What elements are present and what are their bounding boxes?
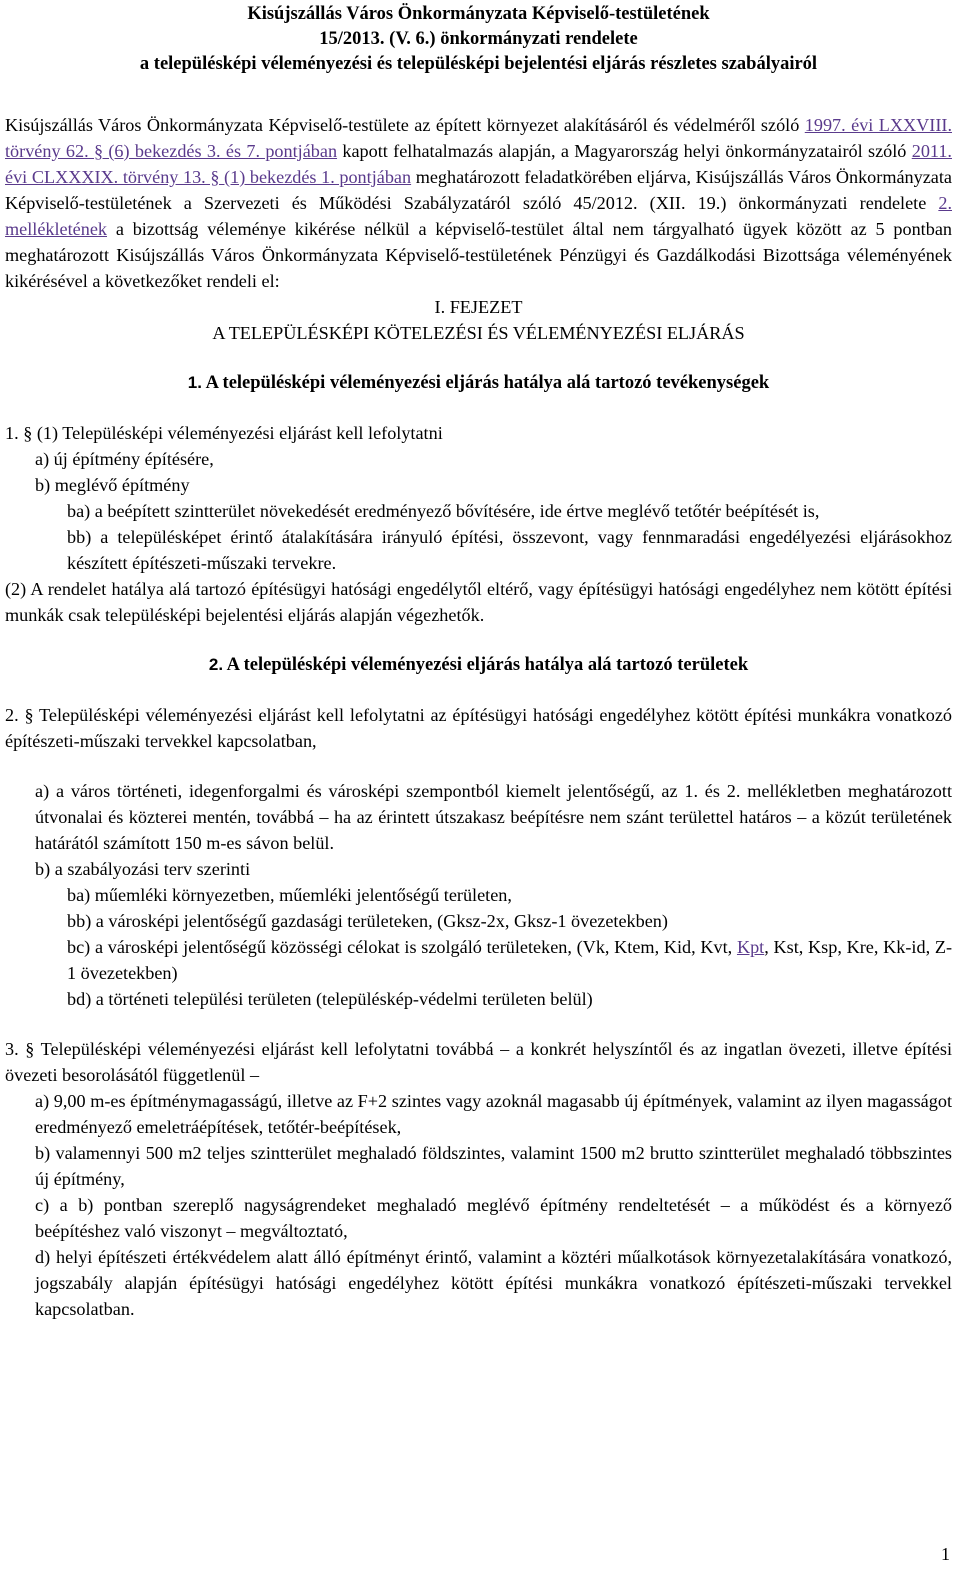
section-1-title: A településképi véleményezési eljárás hatálya alá tartozó tevékenységek	[205, 373, 770, 393]
paragraph-1-2: (2) A rendelet hatálya alá tartozó építésügyi hatósági engedélytől eltérő, vagy építésügyi hatósági engedélyhez nem kötött építési munkák csak településképi bejelentési eljárás alapján végezhetők.	[5, 579, 952, 625]
section-1-heading	[5, 370, 952, 396]
item-2-bb: bb) a városképi jelentőségű gazdasági területeken, (Gksz-2x, Gksz-1 övezetekben)	[67, 911, 668, 931]
item-3-d: d) helyi építészeti értékvédelem alatt álló építményt érintő, valamint a köztéri műalkotások környezetalakítására vonatkozó, jogszabály alapján építésügyi hatósági engedélyhez kötött építési munkákra vonatkozó építészeti-műszaki tervekkel kapcsolatban.	[35, 1247, 952, 1319]
item-2-bc-text-2: , Kst, Ksp, Kre, Kk-id, Z-1 övezetekben)	[67, 937, 952, 983]
item-1-bb: bb) a településképet érintő átalakítására irányuló építési, összevont, vagy fennmaradási engedélyezési eljárásokhoz készített építészeti-műszaki tervekre.	[67, 527, 952, 573]
annex-link[interactable]: 2. mellékletének	[5, 193, 952, 239]
item-1-ba: ba) a beépített szintterület növekedését eredményező bővítésére, ide értve meglévő tetőtér beépítését is,	[67, 501, 820, 521]
paragraph-2: 2. § Településképi véleményezési eljárást kell lefolytatni az építésügyi hatósági engedélyhez kötött építési munkákra vonatkozó építészeti-műszaki tervekkel kapcsolatban,	[5, 705, 952, 751]
item-3-b: b) valamennyi 500 m2 teljes szintterület meghaladó földszintes, valamint 1500 m2 brutto szintterület meghaladó többszintes új építmény,	[35, 1143, 952, 1189]
section-2-number: 2.	[208, 655, 224, 674]
title-line-2: 15/2013. (V. 6.) önkormányzati rendelete	[319, 29, 638, 49]
preamble-text-4: a bizottság véleménye kikérése nélkül a képviselő-testület által nem tárgyalható ügyek között az 5 pontban meghatározott Kisújszállás Város Önkormányzata Képviselő-testületének Pénzügyi és Gazdálkodási Bizottsága véleményének kikérésével a következőket rendeli el:	[5, 219, 952, 291]
item-2-bc	[5, 934, 952, 986]
chapter-number: I. FEJEZET	[434, 297, 523, 317]
title-line-3: a településképi véleményezési és településképi bejelentési eljárás részletes szabályairól	[139, 54, 818, 74]
chapter-title: A TELEPÜLÉSKÉPI KÖTELEZÉSI ÉS VÉLEMÉNYEZÉSI ELJÁRÁS	[212, 323, 745, 343]
preamble-text-3: meghatározott feladatkörében eljárva, Kisújszállás Város Önkormányzata Képviselő-testületének a Szervezeti és Működési Szabályzatáról szóló 45/2012. (XII. 19.) önkormányzati rendelete	[5, 167, 953, 213]
title-line-1: Kisújszállás Város Önkormányzata Képviselő-testületének	[247, 4, 710, 24]
item-2-b: b) a szabályozási terv szerinti	[35, 859, 251, 879]
item-2-ba: ba) műemléki környezetben, műemléki jelentőségű területen,	[67, 885, 512, 905]
section-1-number: 1.	[187, 373, 202, 392]
item-3-c: c) a b) pontban szereplő nagyságrendeket meghaladó meglévő építmény rendeltetését – a működést és a környező beépítéshez való viszonyt – megváltoztató,	[35, 1195, 952, 1241]
preamble-text-2: kapott felhatalmazás alapján, a Magyarország helyi önkormányzatairól szóló	[337, 141, 912, 161]
item-2-bd: bd) a történeti települési területen (településkép-védelmi területen belül)	[67, 989, 593, 1009]
item-3-a: a) 9,00 m-es építménymagasságú, illetve az F+2 szintes vagy azoknál magasabb új építmények, valamint az ilyen magasságot eredményező emeletráépítések, tetőtér-beépítések,	[35, 1091, 952, 1137]
law-link-2011[interactable]: 2011. évi CLXXXIX. törvény 13. § (1) bekezdés 1. pontjában	[5, 141, 952, 187]
paragraph-3: 3. § Településképi véleményezési eljárást kell lefolytatni továbbá – a konkrét helyszíntől és az ingatlan övezeti, illetve építési övezeti besorolásától függetlenül –	[5, 1039, 952, 1085]
section-2-title: A településképi véleményezési eljárás hatálya alá tartozó területek	[226, 655, 749, 675]
section-2-heading	[5, 652, 952, 678]
page-number: 1	[941, 1544, 950, 1564]
item-1-b: b) meglévő építmény	[35, 475, 190, 495]
preamble	[5, 112, 952, 294]
item-2-bc-text-1: bc) a városképi jelentőségű közösségi célokat is szolgáló területeken, (Vk, Ktem, Kid, Kvt,	[67, 937, 737, 957]
paragraph-1-1: 1. § (1) Településképi véleményezési eljárást kell lefolytatni	[5, 423, 443, 443]
kpt-link[interactable]: Kpt	[736, 937, 765, 957]
preamble-text-1: Kisújszállás Város Önkormányzata Képviselő-testülete az épített környezet alakításáról és védelméről szóló	[5, 115, 805, 135]
law-link-1997[interactable]: 1997. évi LXXVIII. törvény 62. § (6) bekezdés 3. és 7. pontjában	[5, 115, 952, 161]
item-2-a: a) a város történeti, idegenforgalmi és városképi szempontból kiemelt jelentőségű, az 1. és 2. mellékletben meghatározott útvonalai és közterei mentén, továbbá – ha az érintett útszakasz beépítésre nem szánt területtel határos – a közút területének határától számított 150 m-es sávon belül.	[35, 781, 952, 853]
item-1-a: a) új építmény építésére,	[35, 449, 214, 469]
